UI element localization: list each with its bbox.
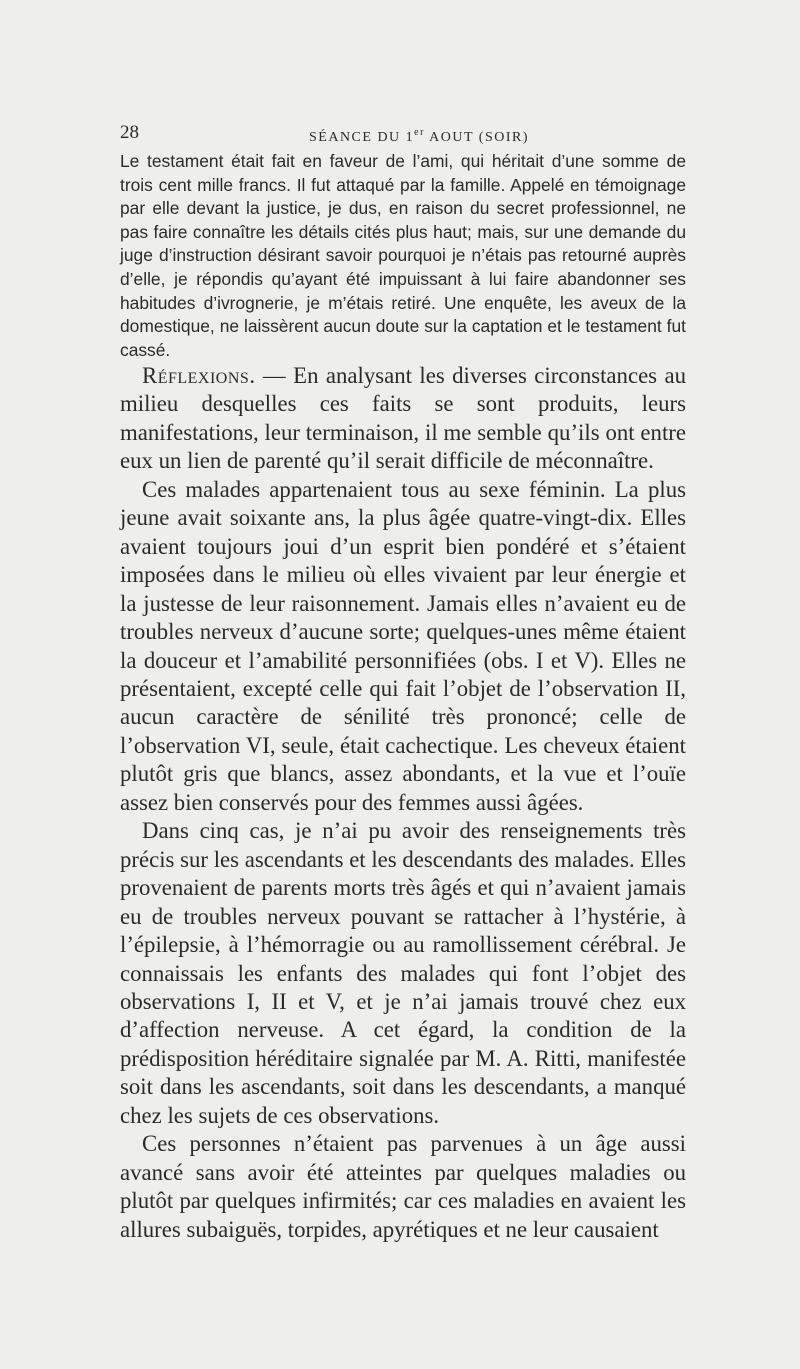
body-paragraph: Ces malades appartenaient tous au sexe féminin. La plus jeune avait soixante ans, la plus âgée quatre-vingt-dix. Elles avaient toujours joui d’un esprit bien pondéré et s’étaient imposées dans le milieu où elles vivaient par leur énergie et la justesse de leur raisonnement. Jamais elles n’avaient eu de troubles nerveux d’aucune sorte; quelques-unes même étaient la douceur et l’amabilité personnifiées (obs. I et V). Elles ne présentaient, excepté celle qui fait l’objet de l’observation II, aucun caractère de sénilité très prononcé; celle de l’observation VI, seule, était cachectique. Les cheveux étaient plutôt gris que blancs, assez abondants, et la vue et l’ouïe assez bien conservés pour des femmes aussi âgées. [120, 476, 686, 815]
reflexions-heading: Réflexions. [142, 363, 256, 388]
page-number: 28 [120, 122, 139, 143]
running-head [120, 120, 680, 146]
reflexions-paragraph [120, 362, 686, 476]
body-paragraph: Ces personnes n’étaient pas parvenues à un âge aussi avancé sans avoir été atteintes par quelques maladies ou plutôt par quelques infirmités; car ces maladies en avaient les allures subaiguës, torpides, apyrétiques et ne leur causaient [120, 1131, 686, 1242]
running-title-rest: AOUT (SOIR) [424, 130, 530, 145]
running-title [309, 120, 529, 151]
running-title-superscript: er [414, 127, 425, 138]
reflexions-dash: — [255, 363, 294, 388]
body-paragraph: Dans cinq cas, je n’ai pu avoir des renseignements très précis sur les ascendants et les descendants des malades. Elles provenaient de parents morts très âgés et qui n’avaient jamais eu de troubles nerveux pouvant se rattacher à l’hystérie, à l’épilepsie, à l’hémorragie ou au ramollissement cérébral. Je connaissais les enfants des malades qui font l’objet des observations I, II et V, et je n’ai jamais trouvé chez eux d’affection nerveuse. A cet égard, la condition de la prédisposition héréditaire signalée par M. A. Ritti, manifestée soit dans les ascendants, soit dans les descendants, a manqué chez les sujets de ces observations. [120, 818, 686, 1128]
reflexions-text: En analysant les diverses circonstances au milieu desquelles ces faits se sont produits, leurs manifestations, leur terminaison, il me semble qu’ils ont entre eux un lien de parenté qu’il serait difficile de méconnaître. [120, 363, 686, 474]
case-note-paragraph: Le testament était fait en faveur de l’ami, qui héritait d’une somme de trois cent mille francs. Il fut attaqué par la famille. Appelé en témoignage par elle devant la justice, je dus, en raison du secret professionnel, ne pas faire connaître les détails cités plus haut; mais, sur une demande du juge d’instruction désirant savoir pourquoi je n’étais pas retourné auprès d’elle, je répondis qu’ayant été impuissant à lui faire abandonner ses habitudes d’ivrognerie, je m’étais retiré. Une enquête, les aveux de la domestique, ne laissèrent aucun doute sur la captation et le testament fut cassé. [120, 151, 686, 360]
main-text [120, 362, 686, 1244]
running-title-main: SÉANCE DU 1 [309, 130, 415, 145]
